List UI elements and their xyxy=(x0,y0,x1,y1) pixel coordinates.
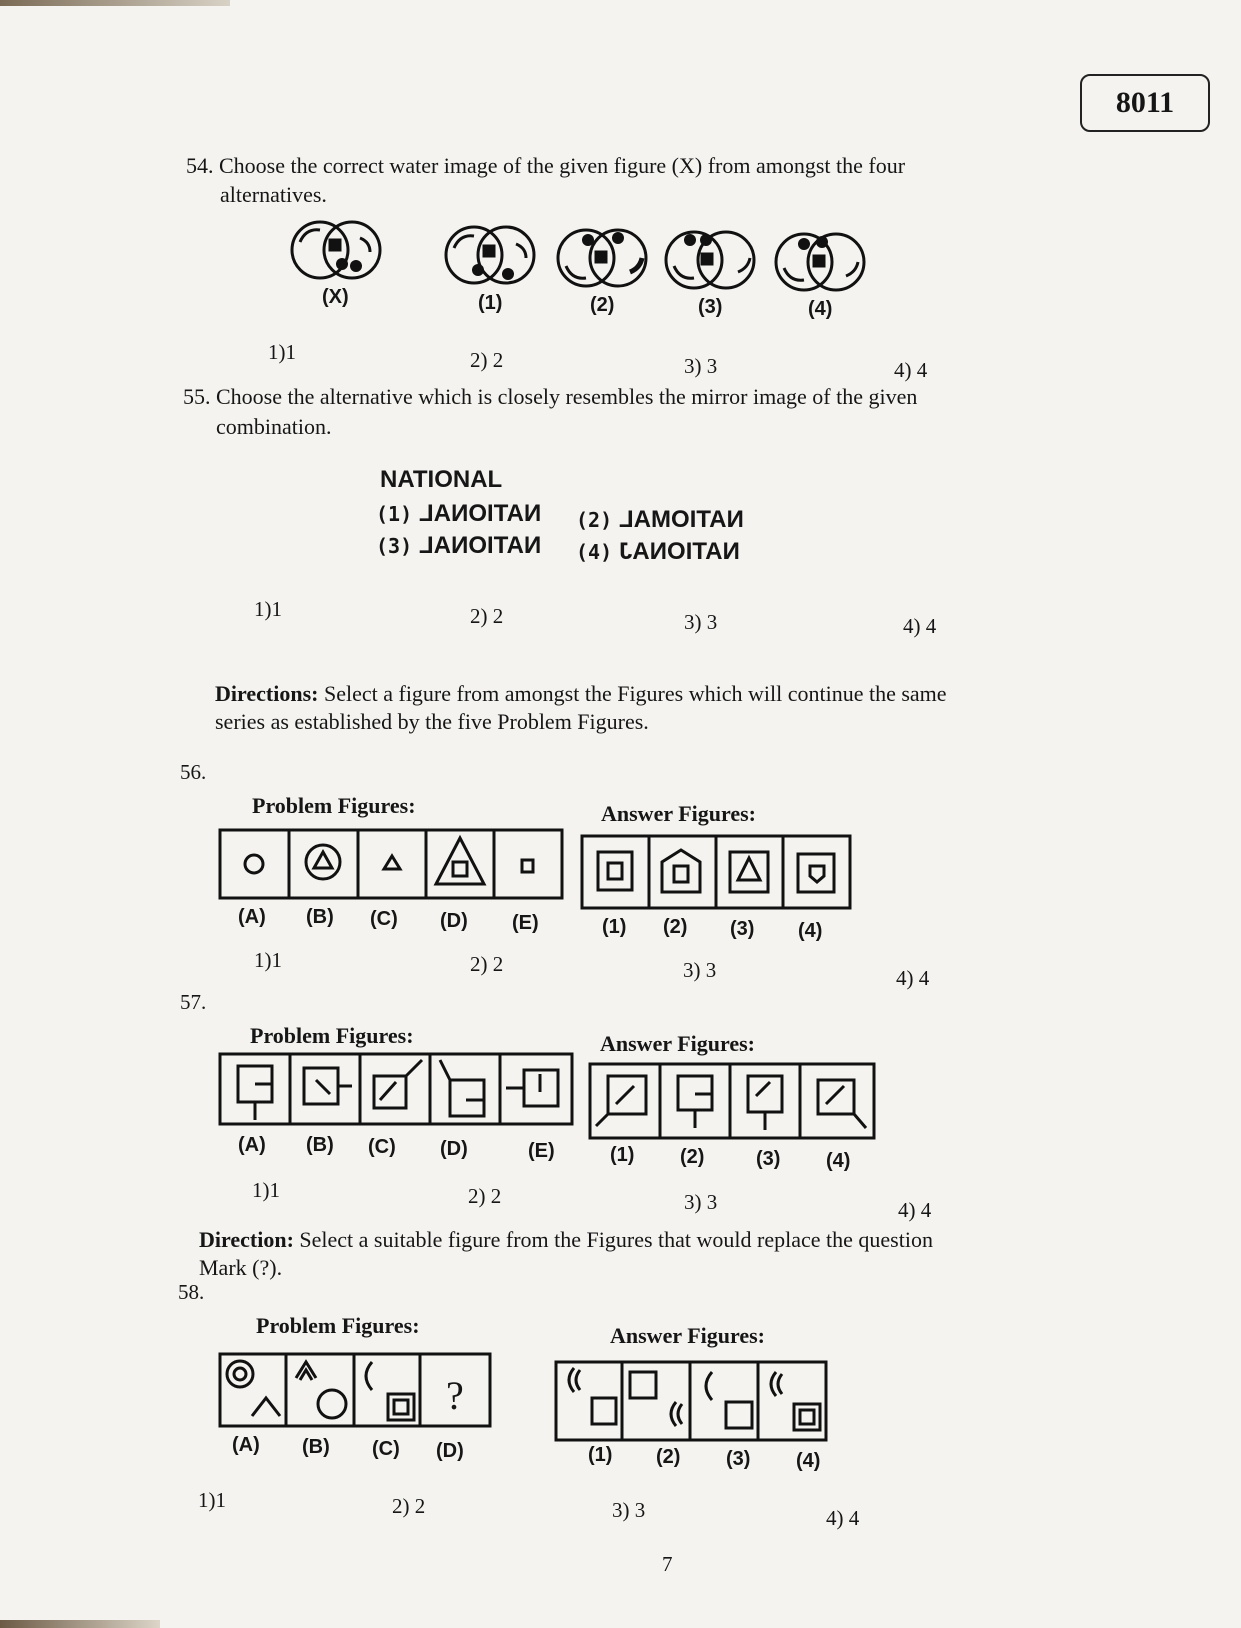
figure-label: (4) xyxy=(796,1450,821,1472)
figure-label: (C) xyxy=(368,1136,396,1158)
option-1[interactable]: 1)1 xyxy=(254,948,282,972)
option-1[interactable]: 1)1 xyxy=(268,340,296,364)
figure-label: (D) xyxy=(440,1138,468,1160)
option-4[interactable]: 4) 4 xyxy=(898,1198,932,1222)
question-54-line2: alternatives. xyxy=(220,182,327,207)
given-word: NATIONAL xyxy=(380,466,503,493)
answer-figures-strip xyxy=(556,1362,826,1440)
option-3[interactable]: 3) 3 xyxy=(683,958,717,982)
figure-label: (1) xyxy=(588,1444,613,1466)
option-4[interactable]: 4) 4 xyxy=(896,966,930,990)
option-1[interactable]: 1)1 xyxy=(254,597,282,621)
answer-figures-heading: Answer Figures: xyxy=(600,1031,756,1056)
choice-word: NATIONAL xyxy=(418,532,541,559)
figure-label: (4) xyxy=(826,1150,851,1172)
figure-label: (4) xyxy=(798,920,823,942)
question-number: 55. xyxy=(183,384,211,409)
question-number: 58. xyxy=(178,1280,205,1304)
figure-label: (2) xyxy=(680,1146,705,1168)
option-2[interactable]: 2) 2 xyxy=(470,348,504,372)
figure-label: (X) xyxy=(322,286,349,308)
problem-figures-heading: Problem Figures: xyxy=(252,793,416,818)
figure-label: (3) xyxy=(698,296,723,318)
figure-label: (A) xyxy=(238,906,266,928)
option-4[interactable]: 4) 4 xyxy=(826,1506,860,1530)
option-3[interactable]: 3) 3 xyxy=(684,1190,718,1214)
figure-label: (1) xyxy=(602,916,627,938)
figure-label: (B) xyxy=(306,906,334,928)
direction-text: Select a suitable figure from the Figures that would replace the question xyxy=(293,1227,933,1252)
figure-label: (A) xyxy=(238,1134,266,1156)
option-4[interactable]: 4) 4 xyxy=(894,358,928,382)
option-2[interactable]: 2) 2 xyxy=(392,1494,426,1518)
figure-label: (3) xyxy=(756,1148,781,1170)
choice-label: (4) xyxy=(576,540,613,564)
option-2[interactable]: 2) 2 xyxy=(470,952,504,976)
choice-label: (3) xyxy=(376,534,413,558)
figure-label: (A) xyxy=(232,1434,260,1456)
option-3[interactable]: 3) 3 xyxy=(612,1498,646,1522)
choice-word: NATIONAL xyxy=(418,500,541,527)
question-number: 56. xyxy=(180,760,207,784)
question-text: Choose the correct water image of the given figure (X) from amongst the four xyxy=(219,153,906,178)
direction-line2: Mark (?). xyxy=(199,1255,283,1280)
option-3[interactable]: 3) 3 xyxy=(684,354,718,378)
figure-label: (2) xyxy=(590,294,615,316)
question-text: Choose the alternative which is closely resembles the mirror image of the given xyxy=(216,384,918,409)
figure-label: (E) xyxy=(528,1140,555,1162)
page-number: 7 xyxy=(662,1552,673,1576)
option-3[interactable]: 3) 3 xyxy=(684,610,718,634)
choice-label: (2) xyxy=(576,508,613,532)
answer-figures-heading: Answer Figures: xyxy=(610,1323,766,1348)
figure-label: (4) xyxy=(808,298,833,320)
question-mark: ? xyxy=(446,1373,464,1418)
paper-code-box: 8011 xyxy=(1080,74,1210,132)
figure-label: (3) xyxy=(730,918,755,940)
choice-label: (1) xyxy=(376,502,413,526)
figure-label: (C) xyxy=(372,1438,400,1460)
option-2[interactable]: 2) 2 xyxy=(468,1184,502,1208)
figure-label: (1) xyxy=(478,292,503,314)
directions-line2: series as established by the five Problem Figures. xyxy=(215,709,649,734)
figure-label: (2) xyxy=(656,1446,681,1468)
direction-label: Direction: xyxy=(199,1227,294,1252)
option-1[interactable]: 1)1 xyxy=(252,1178,280,1202)
answer-figures-heading: Answer Figures: xyxy=(601,801,757,826)
figure-label: (D) xyxy=(440,910,468,932)
option-1[interactable]: 1)1 xyxy=(198,1488,226,1512)
question-number: 54. xyxy=(186,153,214,178)
problem-figures-heading: Problem Figures: xyxy=(250,1023,414,1048)
figure-label: (E) xyxy=(512,912,539,934)
figure-label: (B) xyxy=(302,1436,330,1458)
question-55-line2: combination. xyxy=(216,414,332,439)
figure-label: (B) xyxy=(306,1134,334,1156)
option-4[interactable]: 4) 4 xyxy=(903,614,937,638)
figure-label: (2) xyxy=(663,916,688,938)
option-2[interactable]: 2) 2 xyxy=(470,604,504,628)
directions-label: Directions: xyxy=(215,681,319,706)
directions-text: Select a figure from amongst the Figures which will continue the same xyxy=(318,681,947,706)
choice-word: NATIOMAL xyxy=(618,506,744,533)
choice-word: NATIONAJ xyxy=(618,538,740,565)
figure-label: (1) xyxy=(610,1144,635,1166)
figure-label: (C) xyxy=(370,908,398,930)
question-number: 57. xyxy=(180,990,207,1014)
problem-figures-heading: Problem Figures: xyxy=(256,1313,420,1338)
figure-label: (D) xyxy=(436,1440,464,1462)
figure-label: (3) xyxy=(726,1448,751,1470)
